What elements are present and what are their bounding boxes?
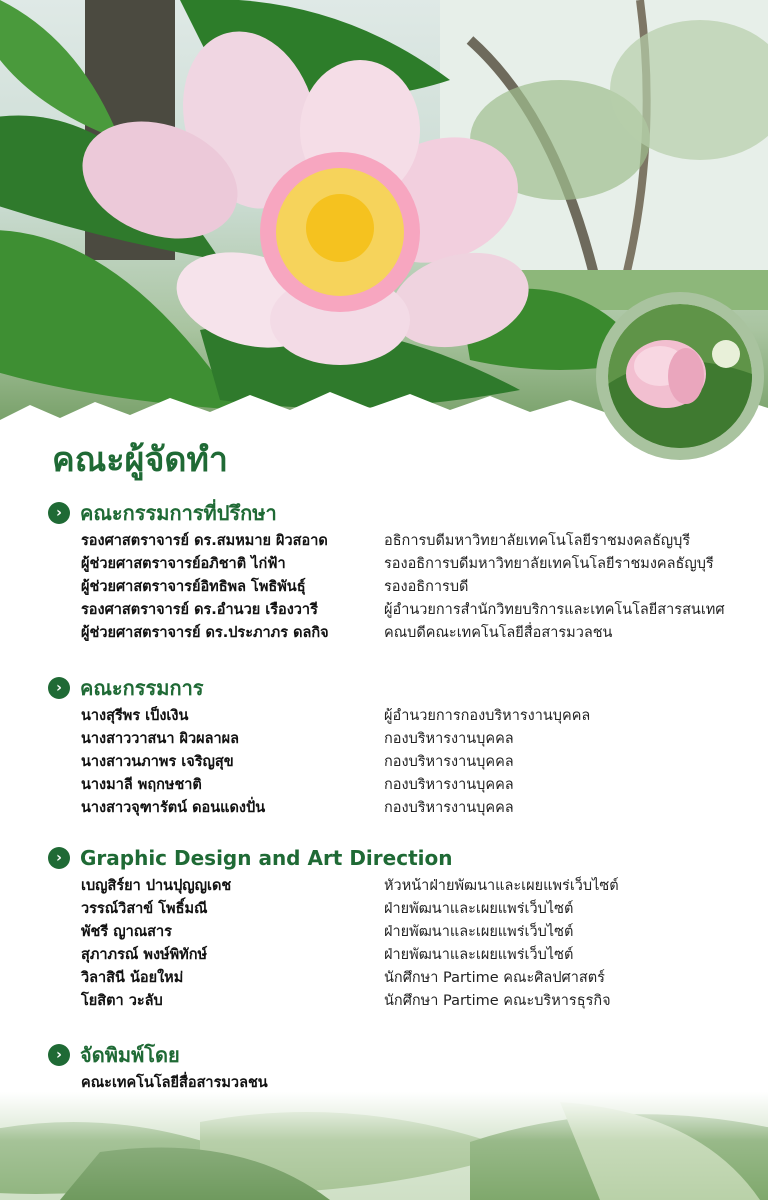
person-role: ผู้อำนวยการกองบริหารงานบุคคล bbox=[384, 708, 591, 724]
footer-leaves-image bbox=[0, 1092, 768, 1200]
section-committee bbox=[48, 673, 764, 820]
person-name: ผู้ช่วยศาสตราจารย์อิทธิพล โพธิพันธุ์ bbox=[81, 579, 306, 595]
person-role: ฝ่ายพัฒนาและเผยแพร่เว็บไซต์ bbox=[384, 924, 574, 940]
person-name: วิลาสินี น้อยใหม่ bbox=[81, 970, 184, 986]
person-role: ผู้อำนวยการสำนักวิทยบริการและเทคโนโลยีสารสนเทศ bbox=[384, 602, 725, 618]
person-name: นางมาลี พฤกษชาติ bbox=[81, 777, 202, 793]
person-name: รองศาสตราจารย์ ดร.อำนวย เรืองวารี bbox=[81, 602, 318, 618]
person-role: ฝ่ายพัฒนาและเผยแพร่เว็บไซต์ bbox=[384, 901, 574, 917]
section-title: จัดพิมพ์โดย bbox=[80, 1043, 180, 1067]
person-name: สุภาภรณ์ พงษ์พิทักษ์ bbox=[81, 947, 208, 963]
list-item bbox=[48, 875, 764, 898]
list-item bbox=[48, 774, 764, 797]
person-role: กองบริหารงานบุคคล bbox=[384, 754, 514, 770]
person-name: นางสาวจุฑารัตน์ ดอนแดงปั่น bbox=[81, 800, 266, 816]
person-name: นางสาวนภาพร เจริญสุข bbox=[81, 754, 234, 770]
person-name: นางสุรีพร เป็งเงิน bbox=[81, 708, 189, 724]
section-published-by bbox=[48, 1040, 764, 1095]
person-name: วรรณ์วิสาข์ โพธิ์มณี bbox=[81, 901, 208, 917]
list-item bbox=[48, 990, 764, 1013]
person-name: ผู้ช่วยศาสตราจารย์ ดร.ประภาภร ดลกิจ bbox=[81, 625, 329, 641]
list-item bbox=[48, 599, 764, 622]
chevron-right-icon: › bbox=[48, 502, 70, 524]
person-role: ฝ่ายพัฒนาและเผยแพร่เว็บไซต์ bbox=[384, 947, 574, 963]
list-item bbox=[48, 751, 764, 774]
list-item bbox=[48, 530, 764, 553]
list-item bbox=[48, 622, 764, 645]
chevron-right-icon: › bbox=[48, 847, 70, 869]
section-title: คณะกรรมการที่ปรึกษา bbox=[80, 501, 277, 525]
person-name: โยสิตา วะลับ bbox=[81, 993, 163, 1009]
section-advisory-committee bbox=[48, 498, 764, 645]
leaves-illustration bbox=[0, 1092, 768, 1200]
person-role: นักศึกษา Partime คณะบริหารธุรกิจ bbox=[384, 993, 611, 1009]
chevron-right-icon: › bbox=[48, 1044, 70, 1066]
list-item bbox=[48, 728, 764, 751]
person-name: เบญสิร์ยา ปานปุญญเดช bbox=[81, 878, 232, 894]
person-role: หัวหน้าฝ่ายพัฒนาและเผยแพร่เว็บไซต์ bbox=[384, 878, 619, 894]
section-graphic-design bbox=[48, 843, 764, 1013]
page-title: คณะผู้จัดทำ bbox=[52, 440, 228, 480]
list-item bbox=[48, 967, 764, 990]
person-name: ผู้ช่วยศาสตราจารย์อภิชาติ ไก่ฟ้า bbox=[81, 556, 286, 572]
person-name: รองศาสตราจารย์ ดร.สมหมาย ผิวสอาด bbox=[81, 533, 328, 549]
list-item bbox=[48, 553, 764, 576]
chevron-right-icon: › bbox=[48, 677, 70, 699]
person-role: กองบริหารงานบุคคล bbox=[384, 800, 514, 816]
list-item bbox=[48, 576, 764, 599]
person-name: นางสาววาสนา ผิวผลาผล bbox=[81, 731, 240, 747]
flower-bud-illustration bbox=[608, 304, 752, 448]
person-role: กองบริหารงานบุคคล bbox=[384, 731, 514, 747]
publisher-name: คณะเทคโนโลยีสื่อสารมวลชน bbox=[81, 1075, 268, 1091]
person-name: พัชรี ญาณสาร bbox=[81, 924, 172, 940]
list-item bbox=[48, 797, 764, 820]
list-item bbox=[48, 705, 764, 728]
person-role: คณบดีคณะเทคโนโลยีสื่อสารมวลชน bbox=[384, 625, 613, 641]
list-item bbox=[48, 921, 764, 944]
section-title: Graphic Design and Art Direction bbox=[80, 846, 453, 870]
person-role: นักศึกษา Partime คณะศิลปศาสตร์ bbox=[384, 970, 605, 986]
section-title: คณะกรรมการ bbox=[80, 676, 204, 700]
list-item bbox=[48, 944, 764, 967]
person-role: รองอธิการบดีมหาวิทยาลัยเทคโนโลยีราชมงคลธัญบุรี bbox=[384, 556, 714, 572]
list-item bbox=[48, 898, 764, 921]
person-role: อธิการบดีมหาวิทยาลัยเทคโนโลยีราชมงคลธัญบุรี bbox=[384, 533, 691, 549]
person-role: รองอธิการบดี bbox=[384, 579, 469, 595]
person-role: กองบริหารงานบุคคล bbox=[384, 777, 514, 793]
inset-photo-frame bbox=[596, 292, 764, 460]
